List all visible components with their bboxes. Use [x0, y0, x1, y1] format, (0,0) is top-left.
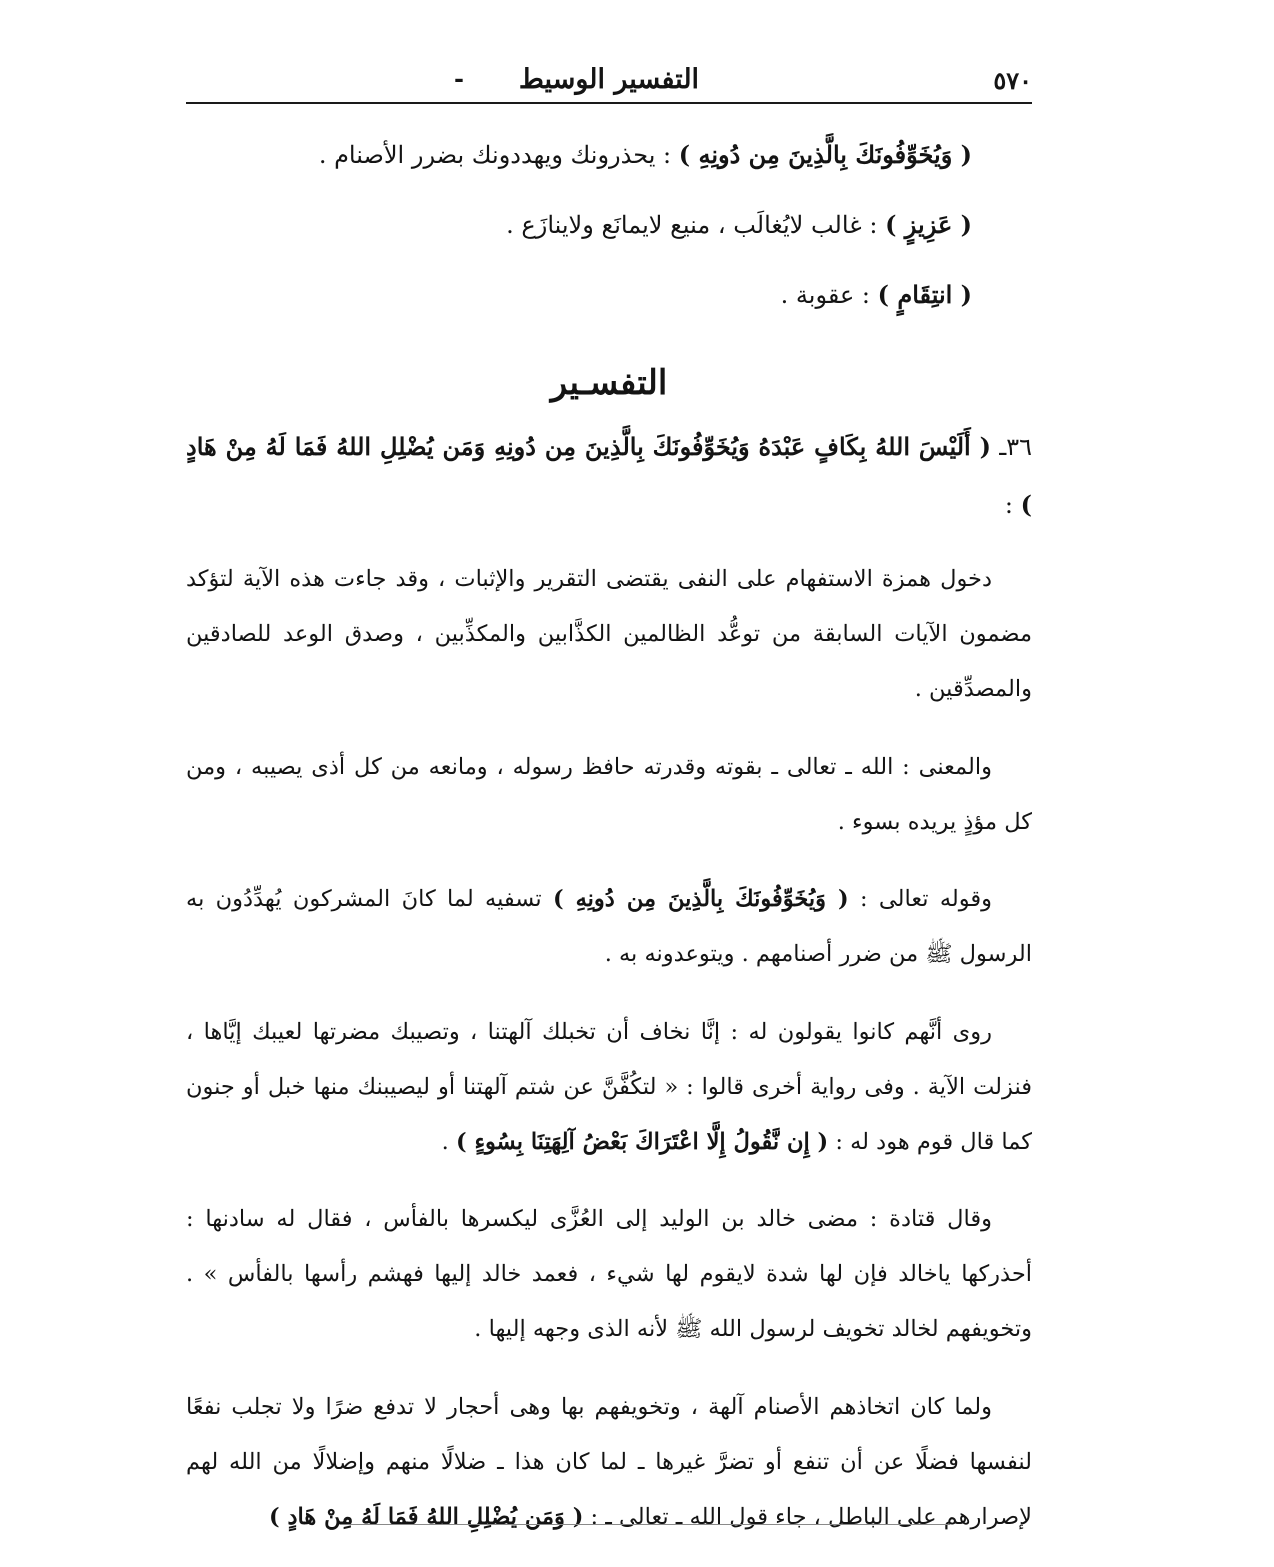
glossary-entry — [186, 120, 972, 190]
glossary-entry — [186, 260, 972, 330]
glossary-definition: : غالب لايُغالَب ، منيع لايمانَع ولاينازَع . — [506, 211, 878, 239]
verse — [186, 418, 1032, 534]
glossary-term: ( انتِقَامٍ ) — [877, 280, 972, 309]
book-page — [186, 58, 1032, 1538]
paragraph-text: وقوله تعالى : — [860, 886, 992, 912]
paragraph — [186, 872, 1032, 982]
running-header — [186, 58, 1032, 104]
glossary-definition: : يحذرونك ويهددونك بضرر الأصنام . — [318, 141, 672, 169]
glossary — [186, 120, 1032, 330]
paragraph — [186, 1380, 1032, 1545]
glossary-term: ( عَزِيزٍ ) — [885, 210, 972, 239]
glossary-definition: : عقوبة . — [780, 281, 871, 309]
verse-number: ٣٦ـ — [999, 433, 1032, 461]
paragraph: دخول همزة الاستفهام على النفى يقتضى التقرير والإثبات ، وقد جاءت هذه الآية لتؤكد مضمون الآيات السابقة من توعُّد الظالمين الكذَّابين والمكذِّبين ، وصدق الوعد للصادقين والمصدِّقين . — [186, 566, 1032, 702]
quran-quote: ( وَيُخَوِّفُونَكَ بِالَّذِينَ مِن دُونِهِ ) — [552, 886, 849, 912]
verse-text: ( أَلَيْسَ اللهُ بِكَافٍ عَبْدَهُ وَيُخَوِّفُونَكَ بِالَّذِينَ مِن دُونِهِ وَمَن يُضْلِلِ اللهُ فَمَا لَهُ مِنْ هَادٍ ) — [186, 432, 1032, 519]
paragraph — [186, 1005, 1032, 1170]
paragraph-text: ولما كان اتخاذهم الأصنام آلهة ، وتخويفهم بها وهى أحجار لا تدفع ضرًا ولا تجلب نفعًا لنفسها فضلًا عن أن تنفع أو تضرَّ غيرها ـ لما كان هذا ـ ضلالًا منهم وإضلالًا من الله لهم لإصرارهم على الباطل ، جاء قول الله ـ تعالى ـ : — [186, 1393, 1032, 1530]
quran-quote: ( إِن نَّقُولُ إِلَّا اعْتَرَاكَ بَعْضُ آلِهَتِنَا بِسُوءٍ ) — [455, 1128, 829, 1155]
glossary-term: ( وَيُخَوِّفُونَكَ بِالَّذِينَ مِن دُونِهِ ) — [678, 140, 972, 169]
running-title: التفسير الوسيط — [518, 64, 700, 95]
paragraph-text: تسفيه لما كانَ المشركون يُهدِّدُون به الرسول ﷺ من ضرر أصنامهم . ويتوعدونه به . — [186, 886, 1032, 967]
verse-end: : — [1004, 491, 1013, 519]
paragraph-text: . — [441, 1128, 449, 1155]
paragraph: وقال قتادة : مضى خالد بن الوليد إلى العُزَّى ليكسرها بالفأس ، فقال له سادنها : أحذركها ياخالد فإن لها شدة لايقوم لها شيء ، فعمد خالد إليها فهشم رأسها بالفأس » . وتخويفهم لخالد تخويف لرسول الله ﷺ لأنه الذى وجهه إليها . — [186, 1206, 1032, 1342]
header-dash: - — [454, 64, 464, 93]
section-heading: التفسـير — [550, 363, 668, 403]
paragraph-text: روى أنَّهم كانوا يقولون له : إنَّا نخاف أن تخبلك آلهتنا ، وتصيبك مضرتها لعيبك إيَّاها ، فنزلت الآية . وفى رواية أخرى قالوا : « لتكُفَّنَّ عن شتم آلهتنا أو ليصيبنك منها خبل أو جنون كما قال قوم هود له : — [186, 1018, 1032, 1155]
quran-quote: ( وَمَن يُضْلِلِ اللهُ فَمَا لَهُ مِنْ هَادٍ ) — [269, 1503, 584, 1530]
glossary-entry — [186, 190, 972, 260]
paragraph: والمعنى : الله ـ تعالى ـ بقوته وقدرته حافظ رسوله ، ومانعه من كل أذى يصيبه ، ومن كل مؤذٍ يريده بسوء . — [186, 753, 1032, 835]
bottom-rule — [340, 1524, 950, 1525]
page-number: ٥٧٠ — [993, 66, 1032, 95]
